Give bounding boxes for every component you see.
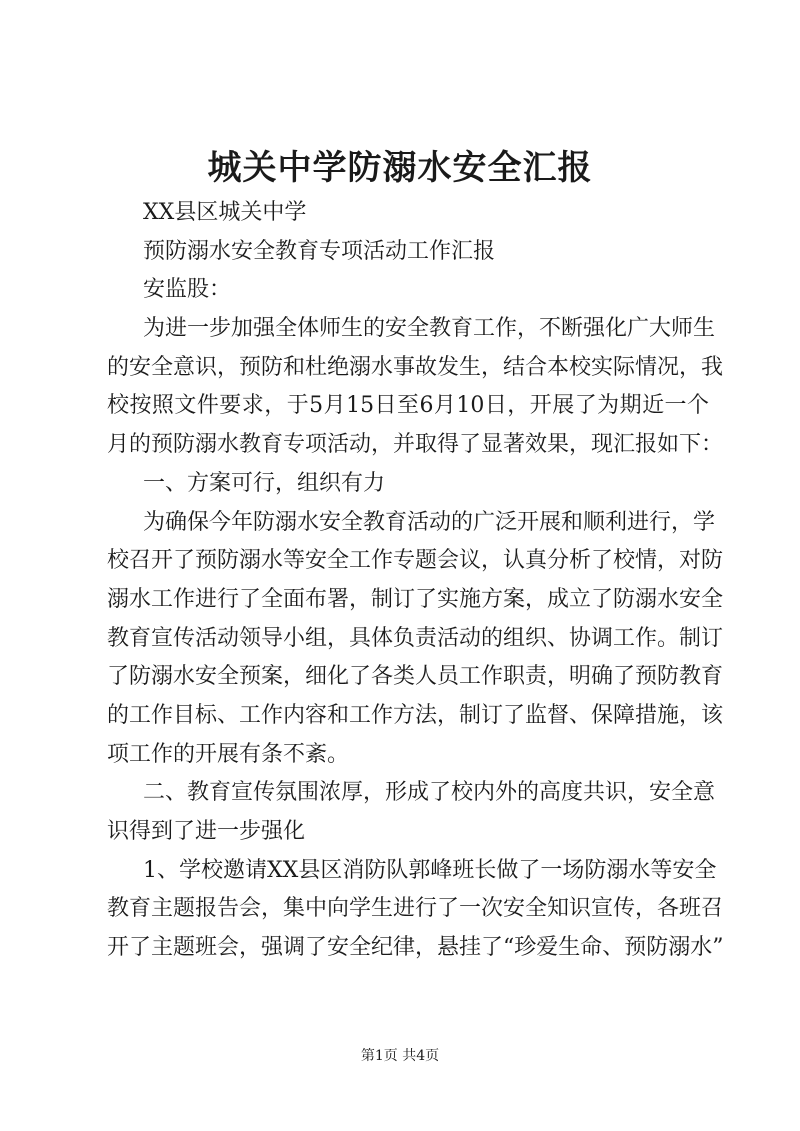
paragraph-line: 预防溺水安全教育专项活动工作汇报 bbox=[143, 238, 496, 264]
document-title: 城关中学防溺水安全汇报 bbox=[207, 148, 593, 188]
paragraph-line: 月的预防溺水教育专项活动，并取得了显著效果，现汇报如下： bbox=[107, 432, 724, 458]
paragraph-line: 溺水工作进行了全面布署，制订了实施方案，成立了防溺水安全 bbox=[107, 586, 724, 612]
paragraph bbox=[107, 774, 716, 851]
paragraph-line: 教育宣传活动领导小组，具体负责活动的组织、协调工作。制订 bbox=[107, 625, 724, 651]
paragraph-line: 项工作的开展有条不紊。 bbox=[107, 741, 350, 767]
paragraph-line: 安监股： bbox=[143, 277, 232, 303]
paragraph bbox=[107, 852, 724, 968]
paragraph-line: 教育主题报告会，集中向学生进行了一次安全知识宣传，各班召 bbox=[107, 896, 724, 922]
paragraph-line: 为确保今年防溺水安全教育活动的广泛开展和顺利进行，学 bbox=[143, 509, 716, 535]
paragraph bbox=[107, 465, 709, 504]
paragraph bbox=[107, 504, 724, 775]
document-body bbox=[107, 194, 724, 968]
paragraph-line: 的工作目标、工作内容和工作方法，制订了监督、保障措施，该 bbox=[107, 702, 724, 728]
paragraph bbox=[107, 271, 709, 310]
paragraph-line: 的安全意识，预防和杜绝溺水事故发生，结合本校实际情况，我 bbox=[107, 354, 724, 380]
paragraph-line: 为进一步加强全体师生的安全教育工作，不断强化广大师生 bbox=[143, 316, 716, 342]
paragraph-line: 识得到了进一步强化 bbox=[107, 819, 306, 844]
paragraph-line: 校按照文件要求，于5月15日至6月10日，开展了为期近一个 bbox=[107, 393, 709, 419]
paragraph-line: 一、方案可行，组织有力 bbox=[143, 470, 386, 496]
paragraph-line: 1、学校邀请XX县区消防队郭峰班长做了一场防溺水等安全 bbox=[143, 857, 717, 883]
page-footer: 第1页 共4页 bbox=[360, 1048, 440, 1064]
paragraph-line: XX县区城关中学 bbox=[143, 200, 307, 225]
paragraph-line: 二、教育宣传氛围浓厚，形成了校内外的高度共识，安全意 bbox=[143, 780, 716, 806]
paragraph-line: 开了主题班会，强调了安全纪律，悬挂了“珍爱生命、预防溺水” bbox=[107, 935, 724, 961]
paragraph bbox=[107, 233, 709, 272]
paragraph bbox=[107, 194, 709, 233]
paragraph-line: 校召开了预防溺水等安全工作专题会议，认真分析了校情，对防 bbox=[107, 548, 724, 574]
paragraph bbox=[107, 310, 724, 465]
paragraph-line: 了防溺水安全预案，细化了各类人员工作职责，明确了预防教育 bbox=[107, 664, 724, 690]
